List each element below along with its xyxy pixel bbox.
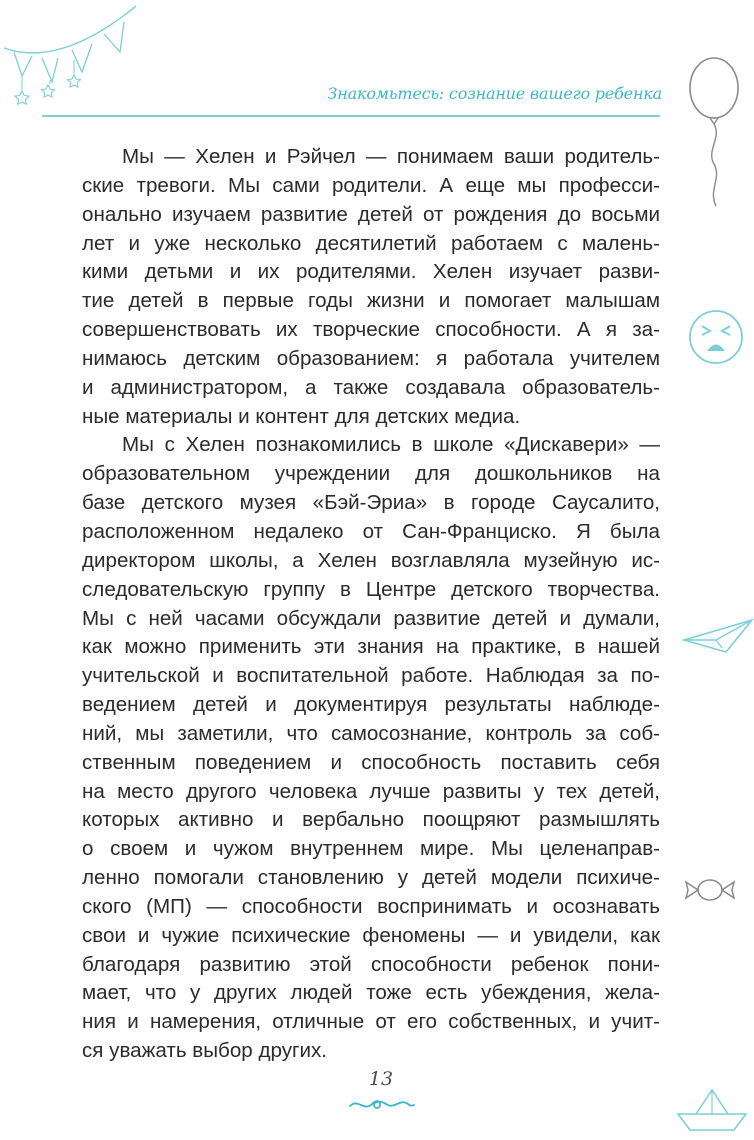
text-line: на место другого человека лучше развиты у тех детей, [82, 779, 660, 803]
text-line: тие детей в первые годы жизни и помогает малышам [82, 289, 660, 313]
text-line: Мы с Хелен познакомились в школе «Дискавери» — [122, 433, 660, 457]
paper-plane-icon [682, 614, 754, 656]
text-line: которых активно и вербально поощряют размышлять [82, 808, 660, 832]
text-line: ся уважать выбор других. [82, 1039, 328, 1063]
text-line: ведением детей и документируя результаты наблюде- [82, 693, 660, 717]
paper-boat-icon [674, 1086, 750, 1136]
text-line: ния и намерения, отличные от его собственных, и учит- [82, 1010, 660, 1034]
swirl-ornament-icon [346, 1094, 418, 1116]
balloon-icon [684, 50, 744, 210]
text-line: базе детского музея «Бэй-Эриа» в городе Саусалито, [82, 491, 660, 515]
paragraph-2 [82, 431, 660, 1066]
text-line: благодаря развитию этой способности ребенок пони- [82, 952, 660, 976]
text-line: ленно помогали становлению у детей модели психиче- [82, 866, 660, 890]
text-line: как можно применить эти знания на практике, в нашей [82, 635, 660, 659]
candy-icon [680, 870, 740, 910]
running-header-title: Знакомьтесь: сознание вашего ребенка [327, 84, 662, 103]
text-line: Мы с ней часами обсуждали развитие детей и думали, [82, 606, 660, 630]
text-line: кими детьми и их родителями. Хелен изучает разви- [82, 260, 660, 284]
text-line: учительской и воспитательной работе. Наблюдая за по- [82, 664, 660, 688]
crying-face-icon [686, 304, 746, 370]
text-line: директором школы, а Хелен возглавляла музейную ис- [82, 548, 660, 572]
text-line: о своем и чужом внутреннем мире. Мы целенаправ- [82, 837, 660, 861]
text-line: свои и чужие психические феномены — и увидели, как [82, 923, 660, 947]
text-line: и администратором, а также создавала образователь- [82, 375, 660, 399]
text-line: расположенном недалеко от Сан-Франциско. Я была [82, 519, 660, 543]
text-line: следовательскую группу в Центре детского творчества. [82, 577, 660, 601]
text-line: образовательном учреждении для дошкольников на [82, 462, 660, 486]
body-text [82, 143, 660, 1066]
text-line: совершенствовать их творческие способности. А я за- [82, 318, 660, 342]
paragraph-1 [82, 143, 660, 431]
text-line: лет и уже несколько десятилетий работаем с малень- [82, 231, 660, 255]
header-rule [42, 115, 660, 117]
text-line: ского (МП) — способности воспринимать и осознавать [82, 894, 660, 918]
text-line: онально изучаем развитие детей от рождения до восьми [82, 202, 660, 226]
page-number: 13 [368, 1068, 394, 1090]
text-line: ний, мы заметили, что самосознание, контроль за соб- [82, 721, 660, 745]
text-line: ные материалы и контент для детских медиа. [82, 404, 521, 428]
text-line: ские тревоги. Мы сами родители. А еще мы професси- [82, 173, 660, 197]
text-line: Мы — Хелен и Рэйчел — понимаем ваши родитель- [122, 145, 660, 168]
bunting-icon [0, 0, 150, 112]
text-line: ственным поведением и способность поставить себя [82, 750, 660, 774]
text-line: мает, что у других людей тоже есть убеждения, жела- [82, 981, 660, 1005]
text-line: нимаюсь детским образованием: я работала учителем [82, 346, 660, 370]
